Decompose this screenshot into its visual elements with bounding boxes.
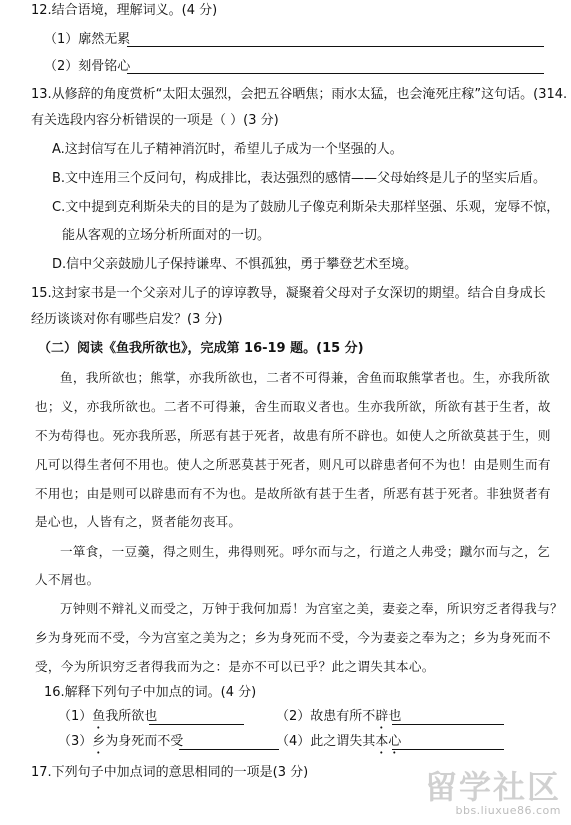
q16-item-3-number: （3） — [58, 734, 93, 749]
q16-item-1-answer-line — [149, 708, 244, 725]
q13-line-1: 13.从修辞的角度赏析“太阳太强烈，会把五谷晒焦；雨水太猛，也会淹死庄稼”这句话。(314. — [31, 87, 568, 102]
passage-p1-line-2: 也；义，亦我所欲也。二者不可得兼，舍生而取义者也。生亦我所欲，所欲有甚于生者，故 — [35, 399, 551, 414]
q16-item-3 — [58, 733, 183, 757]
watermark-url: bbs.liuxue86.com — [455, 804, 561, 817]
q15-line-2: 经历谈谈对你有哪些启发？(3 分) — [31, 312, 223, 327]
q16-item-3-post: 为身死而不受 — [105, 734, 184, 749]
q16-title: 16.解释下列句子中加点的词。(4 分) — [44, 685, 257, 700]
q12-title: 12.结合语境，理解词义。(4 分) — [31, 3, 218, 18]
watermark — [425, 770, 561, 817]
q16-item-3-answer-line — [179, 733, 279, 750]
passage-p3-line-3: 受，今为所识穷乏者得我而为之：是亦不可以已乎？此之谓失其本心。 — [35, 659, 435, 674]
q13-option-c-line-2: 能从客观的立场分析所面对的一切。 — [62, 228, 271, 243]
q12-item-2-answer-line — [127, 57, 544, 74]
q16-item-2-answer-line — [392, 708, 504, 725]
q13-option-d: D.信中父亲鼓励儿子保持谦卑、不惧孤独，勇于攀登艺术至境。 — [52, 257, 418, 272]
passage-p1-line-1: 鱼，我所欲也；熊掌，亦我所欲也，二者不可得兼，舍鱼而取熊掌者也。生，亦我所欲 — [60, 370, 550, 385]
q17-title: 17.下列句子中加点词的意思相同的一项是(3 分) — [31, 765, 309, 780]
q16-item-2-dotted-word: 辟 — [375, 709, 389, 724]
q12-item-1-label: （1）廓然无累 — [44, 32, 131, 47]
q16-item-4-answer-line — [392, 733, 504, 750]
q16-item-1 — [58, 708, 157, 732]
q16-item-1-dotted-word: 鱼 — [92, 709, 106, 724]
q16-item-2 — [276, 708, 401, 732]
q16-item-2-post: 也 — [388, 709, 402, 724]
passage-p2-line-2: 人不屑也。 — [35, 572, 100, 587]
passage-p1-line-4: 凡可以得生者何不用也。使人之所恶莫甚于死者，则凡可以辟患者何不为也！由是则生而有 — [35, 457, 551, 472]
q16-item-4 — [276, 733, 401, 757]
q15-line-1: 15.这封家书是一个父亲对儿子的谆谆教导，凝聚着父母对子女深切的期望。结合自身成长 — [31, 286, 546, 301]
q16-item-3-dotted-word: 乡 — [92, 734, 106, 749]
passage-p3-line-2: 乡为身死而不受，今为宫室之美为之；乡为身死而不受，今为妻妾之奉为之；乡为身死而不 — [35, 630, 551, 645]
q16-item-4-dotted-word: 本心 — [375, 734, 402, 749]
passage-p1-line-3: 不为苟得也。死亦我所恶，所恶有甚于死者，故患有所不辟也。如使人之所欲莫甚于生，则 — [35, 428, 551, 443]
q12-item-2-label: （2）刻骨铭心 — [44, 59, 131, 74]
q16-item-4-pre: 此之谓失其 — [310, 734, 376, 749]
passage-p1-line-6: 是心也，人皆有之，贤者能勿丧耳。 — [35, 514, 242, 529]
q13-line-2: 有关选段内容分析错误的一项是（ ）(3 分) — [31, 113, 279, 128]
q16-item-1-number: （1） — [58, 709, 93, 724]
q16-item-2-number: （2） — [276, 709, 311, 724]
q16-item-2-pre: 故患有所不 — [310, 709, 376, 724]
q12-item-1-answer-line — [127, 30, 544, 47]
passage-p2-line-1: 一箪食，一豆羹，得之则生，弗得则死。呼尔而与之，行道之人弗受；蹴尔而与之，乞 — [60, 544, 550, 559]
section-2-heading: （二）阅读《鱼我所欲也》，完成第 16-19 题。(15 分) — [38, 341, 364, 356]
q16-item-1-post: 我所欲也 — [105, 709, 158, 724]
passage-p3-line-1: 万钟则不辩礼义而受之，万钟于我何加焉！为宫室之美，妻妾之奉，所识穷乏者得我与？ — [60, 601, 563, 616]
q13-option-b: B.文中连用三个反问句，构成排比，表达强烈的感情——父母始终是儿子的坚实后盾。 — [52, 171, 547, 186]
q16-item-4-number: （4） — [276, 734, 311, 749]
passage-p1-line-5: 不用也；由是则可以辟患而有不为也。是故所欲有甚于生者，所恶有甚于死者。非独贤者有 — [35, 486, 551, 501]
watermark-logo: 留学社区 — [424, 768, 561, 806]
q13-option-c-line-1: C.文中提到克利斯朵夫的目的是为了鼓励儿子像克利斯朵夫那样坚强、乐观，宠辱不惊， — [52, 200, 560, 215]
q13-option-a: A.这封信写在儿子精神消沉时，希望儿子成为一个坚强的人。 — [52, 142, 403, 157]
